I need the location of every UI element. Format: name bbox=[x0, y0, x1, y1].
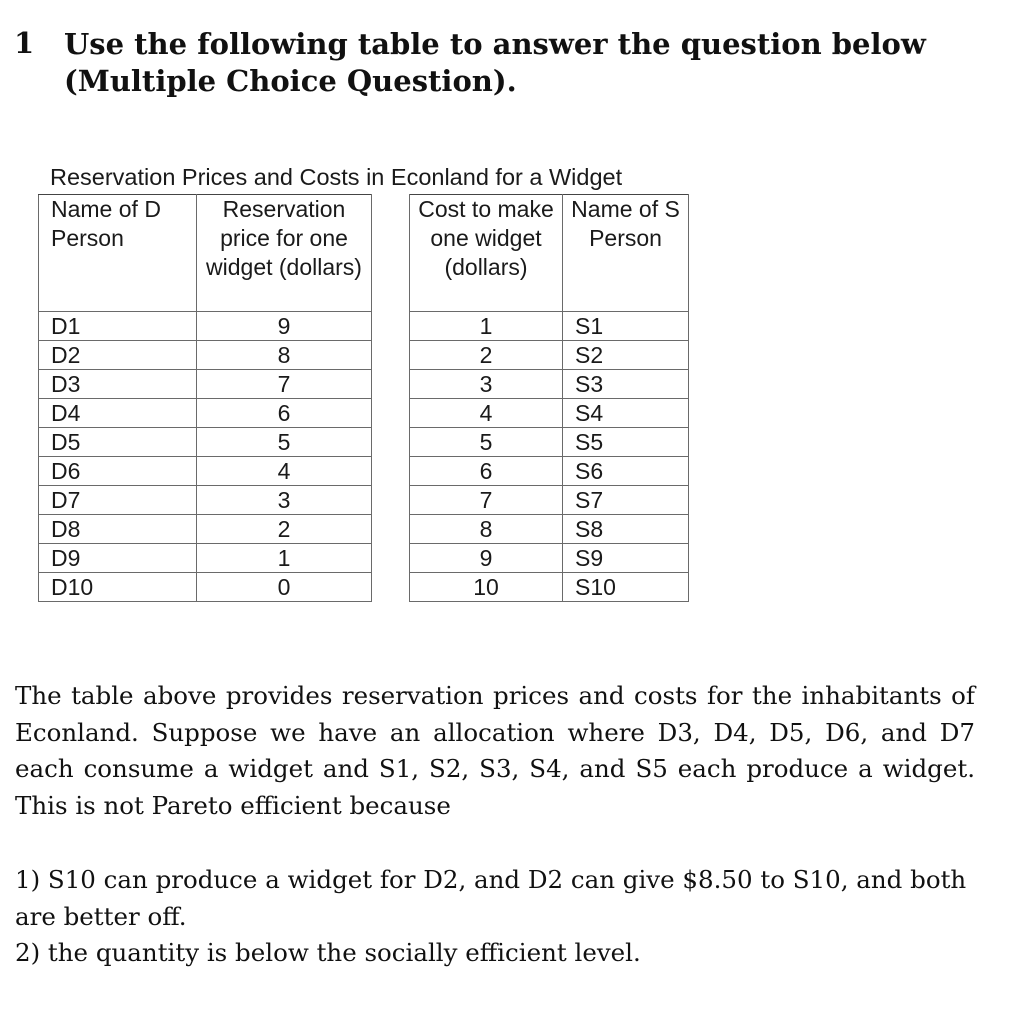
cell-reservation-price: 8 bbox=[197, 341, 372, 370]
header-name-s: Name of S Person bbox=[563, 195, 689, 312]
table-row bbox=[39, 515, 689, 544]
header-reservation: Reservation price for one widget (dollars) bbox=[197, 195, 372, 312]
cell-cost: 10 bbox=[410, 573, 563, 602]
cell-name-s: S9 bbox=[563, 544, 689, 573]
table-row bbox=[39, 573, 689, 602]
column-gap bbox=[372, 370, 410, 399]
column-gap bbox=[372, 457, 410, 486]
cell-name-s: S8 bbox=[563, 515, 689, 544]
cell-name-d: D7 bbox=[39, 486, 197, 515]
table-row bbox=[39, 399, 689, 428]
cell-name-d: D4 bbox=[39, 399, 197, 428]
option-1[interactable]: 1) S10 can produce a widget for D2, and D2 can give $8.50 to S10, and both are better off. bbox=[15, 865, 967, 931]
question-number: 1 bbox=[14, 26, 35, 60]
cell-name-d: D8 bbox=[39, 515, 197, 544]
reservation-table-block bbox=[38, 160, 689, 602]
cell-cost: 7 bbox=[410, 486, 563, 515]
cell-name-s: S4 bbox=[563, 399, 689, 428]
cell-reservation-price: 4 bbox=[197, 457, 372, 486]
cell-name-d: D9 bbox=[39, 544, 197, 573]
column-gap bbox=[372, 195, 410, 312]
table-caption: Reservation Prices and Costs in Econland for a Widget bbox=[50, 164, 623, 190]
column-gap bbox=[372, 544, 410, 573]
cell-name-d: D5 bbox=[39, 428, 197, 457]
column-gap bbox=[372, 341, 410, 370]
cell-name-s: S5 bbox=[563, 428, 689, 457]
cell-reservation-price: 7 bbox=[197, 370, 372, 399]
column-gap bbox=[372, 486, 410, 515]
table-row bbox=[39, 370, 689, 399]
cell-reservation-price: 3 bbox=[197, 486, 372, 515]
cell-name-d: D10 bbox=[39, 573, 197, 602]
cell-name-d: D1 bbox=[39, 312, 197, 341]
column-gap bbox=[372, 312, 410, 341]
cell-name-s: S10 bbox=[563, 573, 689, 602]
cell-cost: 5 bbox=[410, 428, 563, 457]
table-row bbox=[39, 341, 689, 370]
header-name-d: Name of D Person bbox=[39, 195, 197, 312]
cell-cost: 4 bbox=[410, 399, 563, 428]
table-row bbox=[39, 544, 689, 573]
cell-reservation-price: 1 bbox=[197, 544, 372, 573]
cell-reservation-price: 9 bbox=[197, 312, 372, 341]
cell-name-s: S3 bbox=[563, 370, 689, 399]
cell-name-s: S1 bbox=[563, 312, 689, 341]
column-gap bbox=[372, 399, 410, 428]
cell-name-s: S6 bbox=[563, 457, 689, 486]
column-gap bbox=[372, 515, 410, 544]
header-cost: Cost to make one widget (dollars) bbox=[410, 195, 563, 312]
table-row bbox=[39, 428, 689, 457]
cell-reservation-price: 2 bbox=[197, 515, 372, 544]
column-gap bbox=[372, 573, 410, 602]
cell-cost: 3 bbox=[410, 370, 563, 399]
cell-name-d: D6 bbox=[39, 457, 197, 486]
cell-name-d: D2 bbox=[39, 341, 197, 370]
cell-cost: 1 bbox=[410, 312, 563, 341]
cell-name-d: D3 bbox=[39, 370, 197, 399]
table-header-row bbox=[39, 195, 689, 312]
reservation-table bbox=[38, 194, 689, 602]
cell-name-s: S2 bbox=[563, 341, 689, 370]
table-row bbox=[39, 312, 689, 341]
cell-cost: 9 bbox=[410, 544, 563, 573]
answer-options bbox=[15, 862, 975, 972]
question-title: Use the following table to answer the question below (Multiple Choice Question). bbox=[64, 27, 926, 98]
cell-cost: 8 bbox=[410, 515, 563, 544]
cell-cost: 6 bbox=[410, 457, 563, 486]
cell-cost: 2 bbox=[410, 341, 563, 370]
cell-name-s: S7 bbox=[563, 486, 689, 515]
table-row bbox=[39, 457, 689, 486]
question-body: The table above provides reservation prices and costs for the inhabitants of Econland. Suppose we have an allocation where D3, D4, D5, D6, and D7 each consume a widget and S1, S2, S3, S4, and S5 each produce a widget. This is not Pareto efficient because bbox=[15, 681, 975, 820]
cell-reservation-price: 0 bbox=[197, 573, 372, 602]
cell-reservation-price: 6 bbox=[197, 399, 372, 428]
cell-reservation-price: 5 bbox=[197, 428, 372, 457]
column-gap bbox=[372, 428, 410, 457]
table-row bbox=[39, 486, 689, 515]
option-2[interactable]: 2) the quantity is below the socially efficient level. bbox=[15, 938, 641, 967]
